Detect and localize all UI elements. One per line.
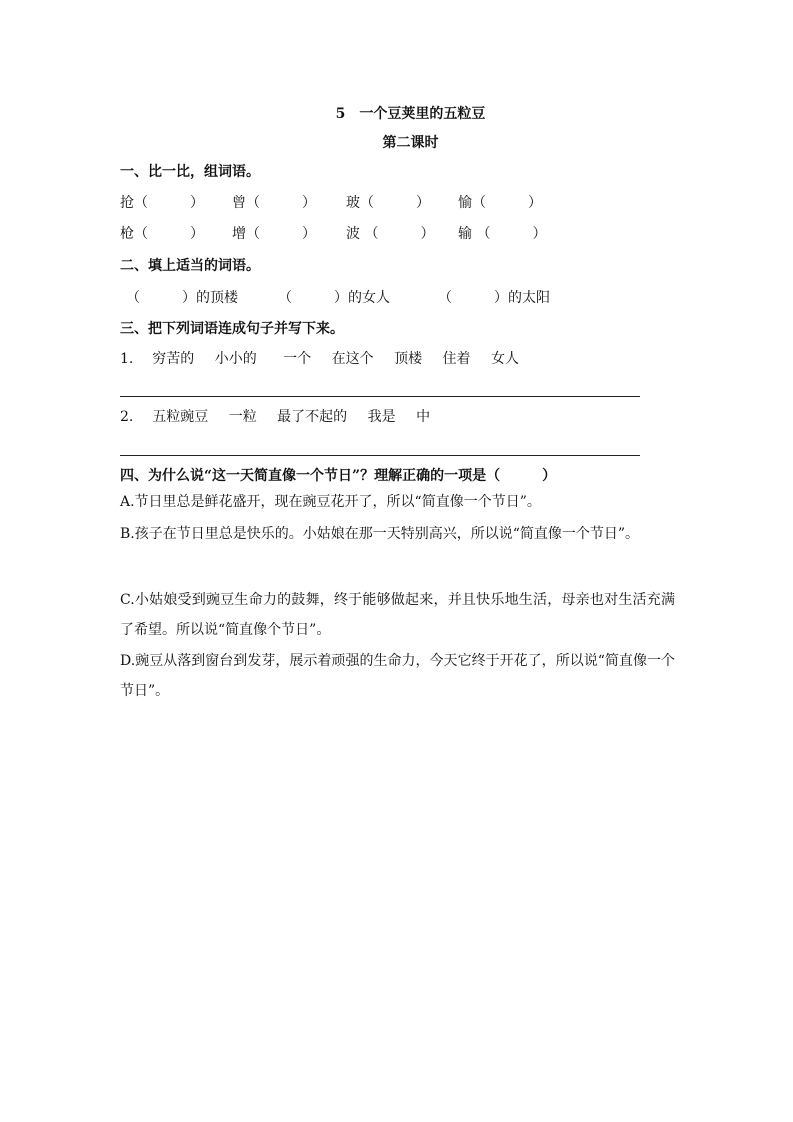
choice-option-b: B.孩子在节日里总是快乐的。小姑娘在那一天特别高兴，所以说“简直像一个节日”。	[120, 526, 640, 542]
choice-option-d: D.豌豆从落到窗台到发芽，展示着顽强的生命力，今天它终于开花了，所以说“简直像一个节日”。	[120, 653, 675, 699]
word-group-item: 波 （ ）	[346, 226, 435, 242]
lesson-subtitle: 第二课时	[382, 135, 439, 151]
word-chip: 顶楼	[394, 351, 423, 367]
choice-option-a: A.节日里总是鲜花盛开，现在豌豆花开了，所以“简直像一个节日”。	[120, 494, 541, 510]
word-group-item: 曾（ ）	[232, 195, 316, 211]
section-4-heading: 四、为什么说“这一天简直像一个节日”？理解正确的一项是（ ）	[120, 468, 557, 484]
answer-line-2	[120, 455, 640, 456]
word-group-item: 抢（ ）	[120, 195, 204, 211]
question-number: 1.	[120, 351, 134, 367]
word-chip: 我是	[367, 409, 396, 425]
word-group-item: 玻（ ）	[346, 195, 430, 211]
section-3-heading: 三、把下列词语连成句子并写下来。	[120, 321, 344, 337]
word-chip: 一粒	[228, 409, 257, 425]
fill-in-item: （ ）的女人	[278, 290, 390, 306]
fill-in-item: （ ）的太阳	[438, 290, 550, 306]
section-2-heading: 二、填上适当的词语。	[120, 258, 260, 274]
sentence-question-2	[120, 406, 446, 426]
word-chip: 中	[416, 409, 431, 425]
fill-in-item: （ ）的顶楼	[126, 290, 238, 306]
word-chip: 穷苦的	[152, 351, 195, 367]
word-chip: 一个	[283, 351, 312, 367]
answer-line-1	[120, 396, 640, 397]
word-chip: 在这个	[331, 351, 374, 367]
word-group-item: 愉（ ）	[458, 195, 542, 211]
word-group-item: 输 （ ）	[458, 226, 547, 242]
word-chip: 住着	[442, 351, 471, 367]
word-chip: 五粒豌豆	[152, 409, 209, 425]
word-chip: 最了不起的	[277, 409, 348, 425]
word-chip: 女人	[490, 351, 519, 367]
word-group-item: 枪（ ）	[120, 226, 204, 242]
word-group-item: 增（ ）	[232, 226, 316, 242]
sentence-question-1	[120, 348, 535, 368]
lesson-title: 5 一个豆荚里的五粒豆	[335, 106, 486, 122]
choice-option-c: C.小姑娘受到豌豆生命力的鼓舞，终于能够做起来，并且快乐地生活，母亲也对生活充满了希望。所以说“简直像个节日”。	[120, 592, 675, 638]
section-1-heading: 一、比一比，组词语。	[120, 164, 260, 180]
word-chip: 小小的	[214, 351, 257, 367]
question-number: 2.	[120, 409, 134, 425]
